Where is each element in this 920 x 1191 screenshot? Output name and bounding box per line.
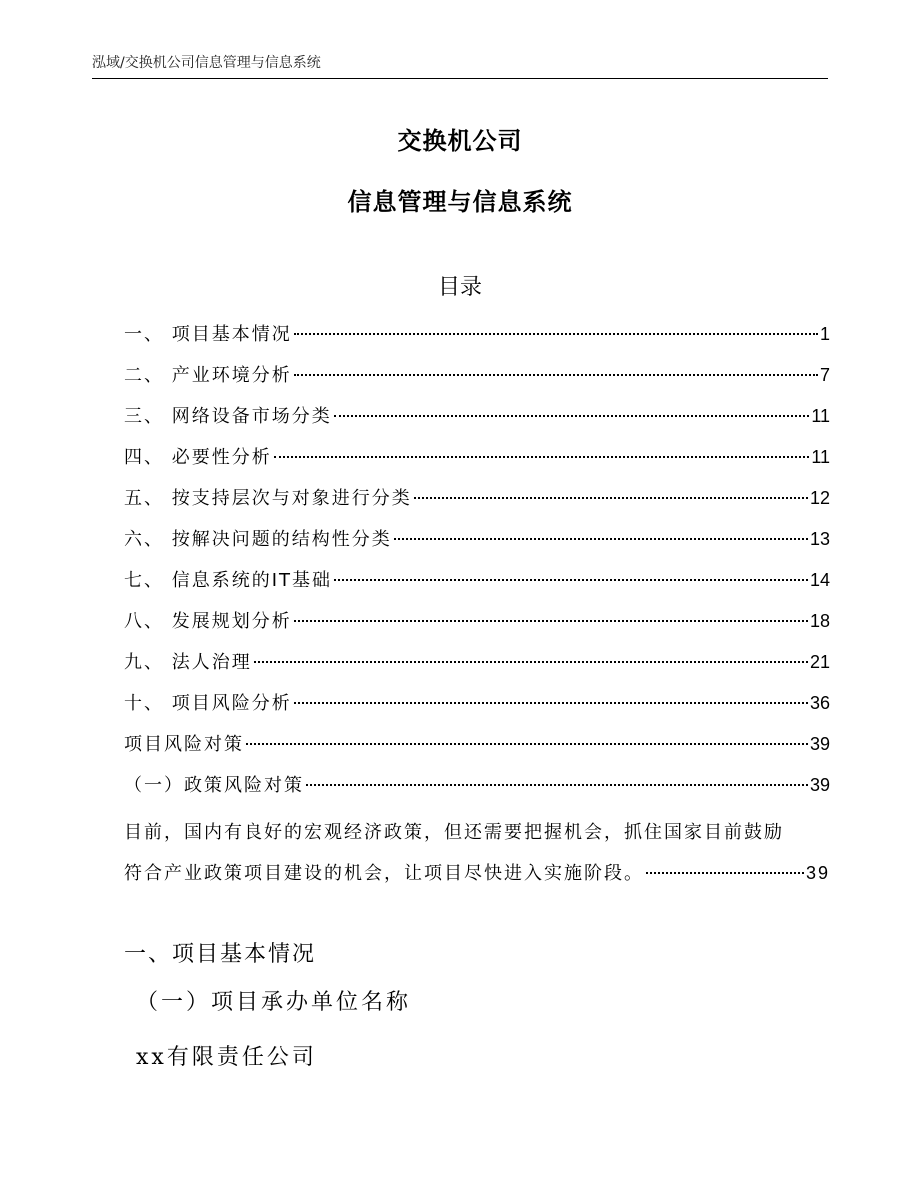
toc-leader — [294, 620, 808, 622]
toc-item-label: 一、 项目基本情况 — [124, 324, 292, 345]
toc-item-label: 七、 信息系统的IT基础 — [124, 570, 333, 591]
toc-item-page: 7 — [819, 365, 830, 385]
table-of-contents — [124, 320, 830, 894]
toc-leader — [294, 374, 818, 376]
toc-item-label-line1: 目前，国内有良好的宏观经济政策，但还需要把握机会，抓住国家目前鼓励 — [124, 822, 784, 843]
toc-item[interactable] — [124, 771, 830, 812]
company-name: xx有限责任公司 — [136, 1045, 317, 1070]
toc-item-page: 13 — [809, 529, 830, 549]
section-heading: 一、项目基本情况 — [124, 942, 317, 967]
toc-leader — [294, 702, 808, 704]
toc-leader — [246, 743, 808, 745]
document-subtitle: 信息管理与信息系统 — [347, 188, 573, 216]
toc-item-page: 1 — [819, 324, 830, 344]
toc-leader — [334, 415, 810, 417]
toc-item-line2 — [124, 853, 830, 894]
toc-item-page: 18 — [809, 611, 830, 631]
toc-item[interactable] — [124, 443, 830, 484]
toc-item-label: 九、 法人治理 — [124, 652, 252, 673]
toc-item-page: 39 — [805, 863, 830, 883]
toc-item-page: 36 — [809, 693, 830, 713]
toc-item-page: 14 — [809, 570, 830, 590]
document-title: 交换机公司 — [397, 127, 523, 155]
subsection-heading: （一）项目承办单位名称 — [136, 990, 412, 1015]
toc-item-page: 11 — [811, 447, 830, 467]
toc-item[interactable] — [124, 402, 830, 443]
toc-item-page: 39 — [809, 734, 830, 754]
toc-item-label: （一）政策风险对策 — [124, 775, 304, 796]
toc-item-page: 21 — [809, 652, 830, 672]
toc-leader — [334, 579, 808, 581]
running-header: 泓域/交换机公司信息管理与信息系统 — [92, 52, 828, 79]
toc-item[interactable] — [124, 648, 830, 689]
toc-leader — [646, 872, 804, 874]
toc-item-label: 二、 产业环境分析 — [124, 365, 292, 386]
toc-item[interactable] — [124, 361, 830, 402]
toc-leader — [306, 784, 808, 786]
toc-item[interactable] — [124, 607, 830, 648]
toc-item-multiline[interactable] — [124, 812, 830, 894]
toc-item-label-line2: 符合产业政策项目建设的机会，让项目尽快进入实施阶段。 — [124, 863, 644, 884]
toc-item-label: 八、 发展规划分析 — [124, 611, 292, 632]
toc-leader — [294, 333, 818, 335]
toc-item-page: 11 — [811, 406, 830, 426]
toc-item-label: 项目风险对策 — [124, 734, 244, 755]
toc-heading: 目录 — [437, 275, 482, 300]
toc-item[interactable] — [124, 484, 830, 525]
toc-leader — [254, 661, 808, 663]
toc-leader — [394, 538, 808, 540]
toc-item-label: 五、 按支持层次与对象进行分类 — [124, 488, 412, 509]
toc-item-page: 12 — [809, 488, 830, 508]
toc-item-label: 三、 网络设备市场分类 — [124, 406, 332, 427]
toc-leader — [274, 456, 810, 458]
toc-item[interactable] — [124, 730, 830, 771]
toc-item[interactable] — [124, 566, 830, 607]
toc-item[interactable] — [124, 525, 830, 566]
toc-item[interactable] — [124, 689, 830, 730]
toc-item-label: 六、 按解决问题的结构性分类 — [124, 529, 392, 550]
toc-item-page: 39 — [809, 775, 830, 795]
toc-item-label: 十、 项目风险分析 — [124, 693, 292, 714]
toc-item-label: 四、 必要性分析 — [124, 447, 272, 468]
toc-leader — [414, 497, 808, 499]
toc-item[interactable] — [124, 320, 830, 361]
